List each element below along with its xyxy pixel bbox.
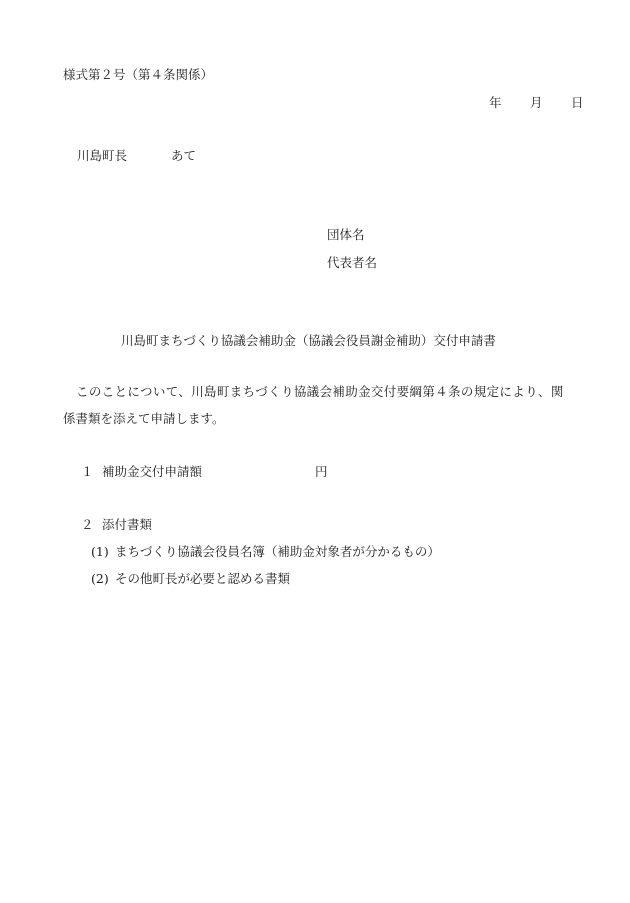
addressee-suffix: あて [171, 148, 197, 163]
currency-unit: 円 [315, 464, 328, 479]
date-day-label: 日 [571, 95, 584, 110]
attachment-subitem [91, 546, 440, 559]
item-attachments [81, 519, 152, 532]
attachment-subitem [91, 573, 290, 586]
addressee [77, 150, 196, 163]
document-title: 川島町まちづくり協議会補助金（協議会役員謝金補助）交付申請書 [121, 333, 496, 348]
form-number: 様式第２号（第４条関係） [63, 67, 214, 82]
body-text-line: 係書類を添えて申請します。 [63, 411, 225, 426]
addressee-name: 川島町長 [77, 148, 128, 163]
subitem-number: (2) [91, 571, 109, 586]
org-name-label: 団体名 [327, 227, 365, 242]
item-number: １ [81, 464, 94, 479]
representative-name-label: 代表者名 [327, 255, 378, 270]
date-line [489, 97, 584, 110]
item-label: 添付書類 [102, 517, 153, 532]
date-month-label: 月 [530, 95, 543, 110]
body-text-line: このことについて、川島町まちづくり協議会補助金交付要綱第４条の規定により、関 [76, 384, 564, 399]
subitem-text: まちづくり協議会役員名簿（補助金対象者が分かるもの） [115, 544, 440, 559]
item-grant-amount [81, 466, 328, 479]
subitem-text: その他町長が必要と認める書類 [115, 571, 291, 586]
item-label: 補助金交付申請額 [102, 464, 203, 479]
subitem-number: (1) [91, 544, 109, 559]
date-year-label: 年 [489, 95, 502, 110]
item-number: ２ [81, 517, 94, 532]
